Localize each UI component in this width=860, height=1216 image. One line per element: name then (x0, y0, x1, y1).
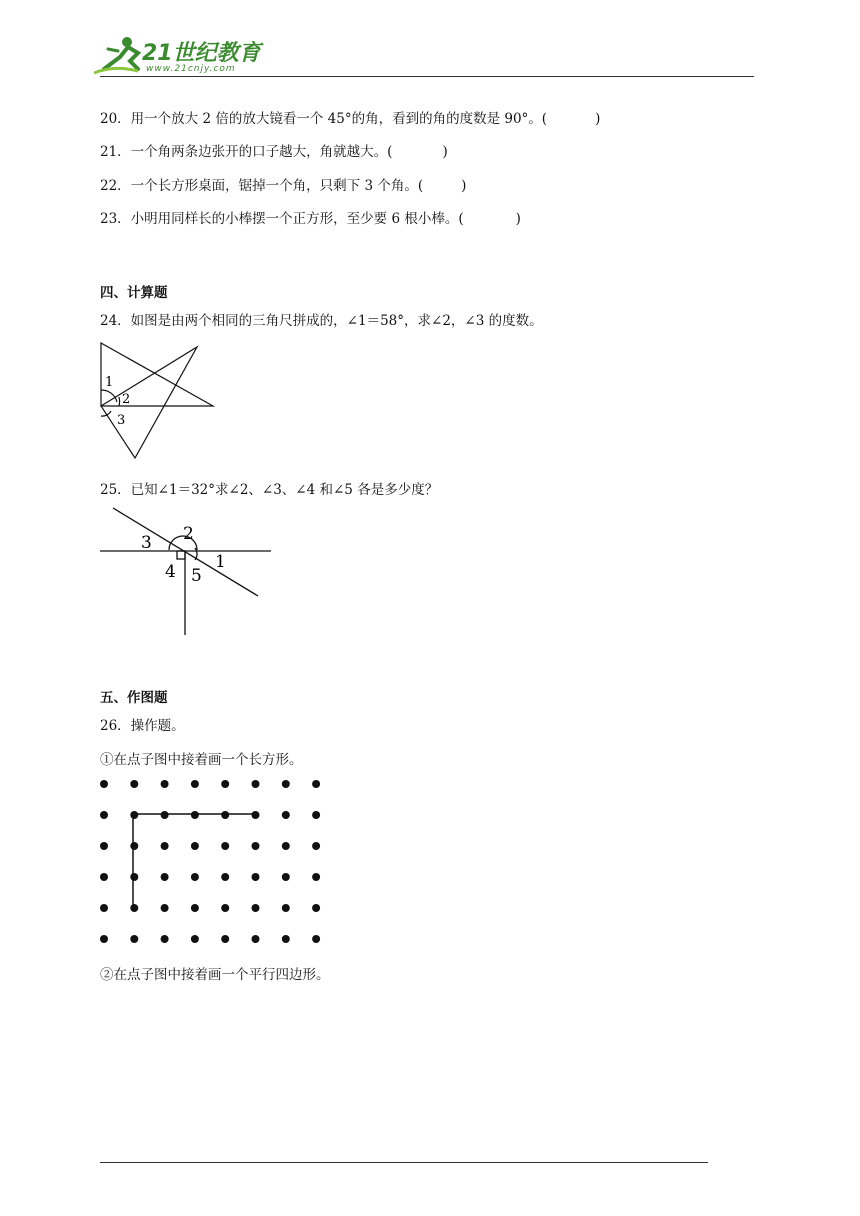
grid-dot (252, 780, 260, 788)
grid-dot (312, 780, 320, 788)
header-divider (100, 76, 754, 77)
grid-dot (161, 811, 169, 819)
grid-dot (221, 904, 229, 912)
figure-two-set-squares (95, 338, 220, 463)
grid-dot (221, 811, 229, 819)
grid-dot (282, 842, 290, 850)
grid-dot (130, 780, 138, 788)
grid-dot (252, 842, 260, 850)
angle-label-1: 1 (215, 552, 226, 572)
angle-label-5: 5 (191, 566, 202, 586)
grid-dot (100, 842, 108, 850)
grid-dot (161, 842, 169, 850)
footer-divider (100, 1162, 708, 1163)
grid-dot (221, 935, 229, 943)
figure-intersecting-lines (95, 504, 275, 639)
grid-dot (130, 904, 138, 912)
question-23: 23．小明用同样长的小棒摆一个正方形，至少要 6 根小棒。( ) (100, 211, 521, 227)
grid-dot (161, 780, 169, 788)
grid-dot (252, 811, 260, 819)
grid-dot (130, 873, 138, 881)
grid-dot (161, 935, 169, 943)
grid-dot (252, 935, 260, 943)
logo-url: www.21cnjy.com (146, 64, 236, 74)
grid-dot (100, 873, 108, 881)
question-22: 22．一个长方形桌面，锯掉一个角，只剩下 3 个角。( ) (100, 178, 467, 194)
question-24: 24．如图是由两个相同的三角尺拼成的，∠1＝58°，求∠2，∠3 的度数。 (100, 313, 543, 329)
grid-dot (191, 935, 199, 943)
question-20: 20．用一个放大 2 倍的放大镜看一个 45°的角，看到的角的度数是 90°。( ) (100, 111, 601, 127)
question-21: 21．一个角两条边张开的口子越大，角就越大。( ) (100, 144, 448, 160)
question-26-part-2: ②在点子图中接着画一个平行四边形。 (100, 967, 330, 983)
grid-dot (130, 811, 138, 819)
grid-dot (312, 842, 320, 850)
angle-label-3: 3 (141, 533, 152, 553)
grid-dot (312, 904, 320, 912)
grid-dot (312, 873, 320, 881)
question-26-part-1: ①在点子图中接着画一个长方形。 (100, 752, 303, 768)
grid-dot (191, 904, 199, 912)
grid-dot (312, 811, 320, 819)
grid-dot (100, 935, 108, 943)
grid-dot (130, 842, 138, 850)
angle-label-2: 2 (183, 524, 194, 544)
grid-dot (130, 935, 138, 943)
grid-dot (252, 904, 260, 912)
angle-label-2: 2 (122, 392, 131, 407)
angle-label-3: 3 (117, 413, 126, 428)
section-title-drawing: 五、作图题 (100, 690, 168, 706)
angle-label-1: 1 (105, 375, 114, 390)
grid-dot (191, 811, 199, 819)
grid-dot (282, 811, 290, 819)
grid-dot (191, 780, 199, 788)
grid-dot (221, 873, 229, 881)
grid-dot (252, 873, 260, 881)
question-26: 26．操作题。 (100, 718, 185, 734)
grid-dot (221, 842, 229, 850)
angle-label-4: 4 (165, 562, 176, 582)
dot-grid (96, 772, 331, 952)
grid-dot (282, 935, 290, 943)
grid-dot (100, 780, 108, 788)
grid-dot (161, 873, 169, 881)
grid-dot (191, 873, 199, 881)
grid-dot (282, 780, 290, 788)
grid-dot (100, 904, 108, 912)
logo-text: 21世纪教育 (142, 41, 261, 66)
grid-dot (221, 780, 229, 788)
grid-dot (282, 904, 290, 912)
section-title-calculation: 四、计算题 (100, 285, 168, 301)
grid-dot (282, 873, 290, 881)
question-25: 25．已知∠1＝32°求∠2、∠3、∠4 和∠5 各是多少度？ (100, 482, 439, 498)
grid-dot (191, 842, 199, 850)
grid-dot (100, 811, 108, 819)
grid-dot (312, 935, 320, 943)
grid-dot (161, 904, 169, 912)
